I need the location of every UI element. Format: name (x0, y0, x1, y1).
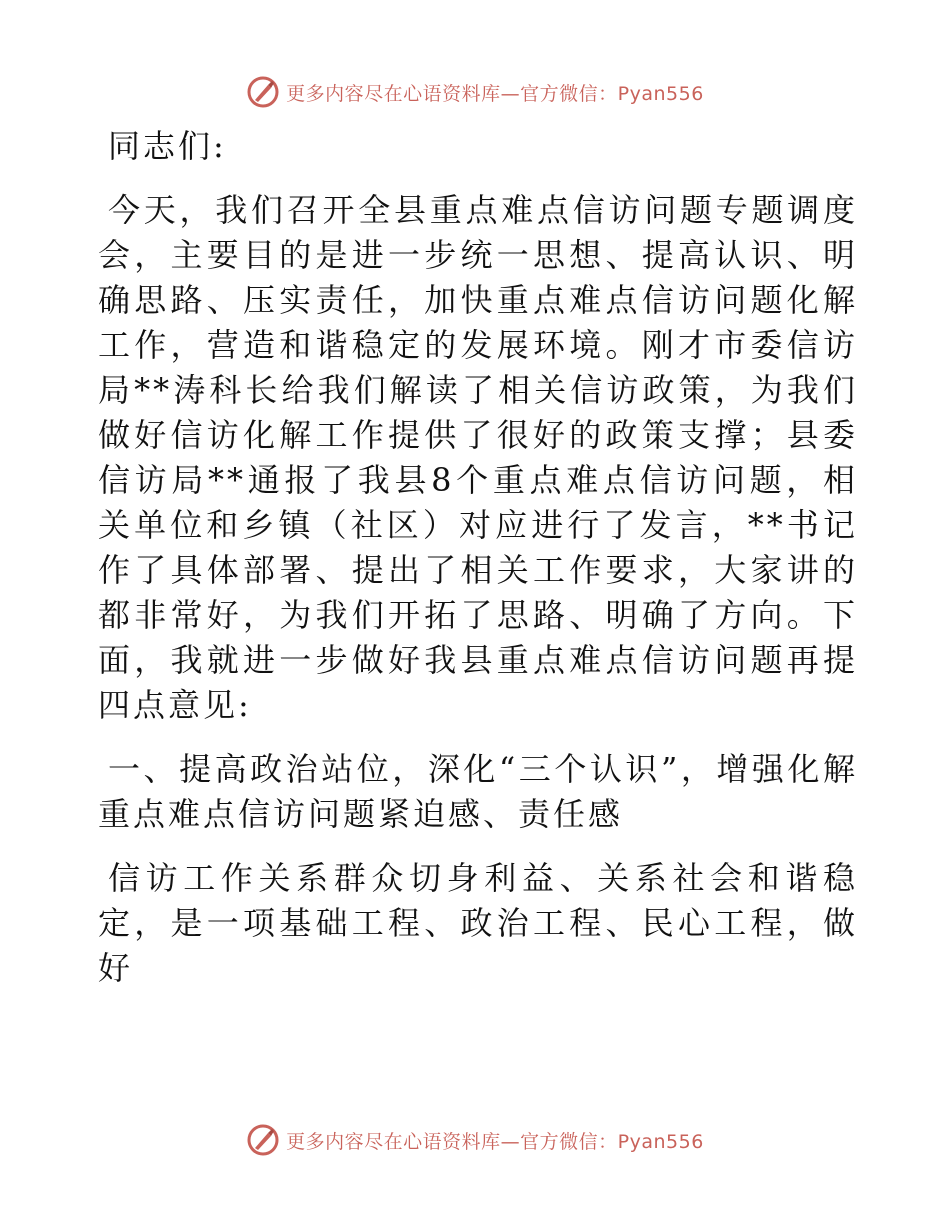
pen-seal-logo-icon (246, 1123, 280, 1157)
paragraph: 信访工作关系群众切身利益、关系社会和谐稳定，是一项基础工程、政治工程、民心工程，做好 (98, 859, 858, 987)
section-heading: 一、提高政治站位，深化“三个认识”，增强化解重点难点信访问题紧迫感、责任感 (98, 750, 858, 833)
pen-seal-logo-icon (246, 75, 280, 109)
watermark-text: 更多内容尽在心语资料库—官方微信：Pyan556 (286, 1130, 704, 1153)
document-body (98, 124, 858, 991)
header-watermark (0, 70, 950, 114)
watermark-text: 更多内容尽在心语资料库—官方微信：Pyan556 (286, 82, 704, 105)
footer-watermark (0, 1118, 950, 1162)
paragraph: 今天，我们召开全县重点难点信访问题专题调度会，主要目的是进一步统一思想、提高认识、明确思路、压实责任，加快重点难点信访问题化解工作，营造和谐稳定的发展环境。刚才市委信访局**涛科长给我们解读了相关信访政策，为我们做好信访化解工作提供了很好的政策支撑；县委信访局**通报了我县8个重点难点信访问题，相关单位和乡镇（社区）对应进行了发言，**书记作了具体部署、提出了相关工作要求，大家讲的都非常好，为我们开拓了思路、明确了方向。下面，我就进一步做好我县重点难点信访问题再提四点意见: (98, 191, 858, 724)
salutation: 同志们: (108, 127, 227, 165)
